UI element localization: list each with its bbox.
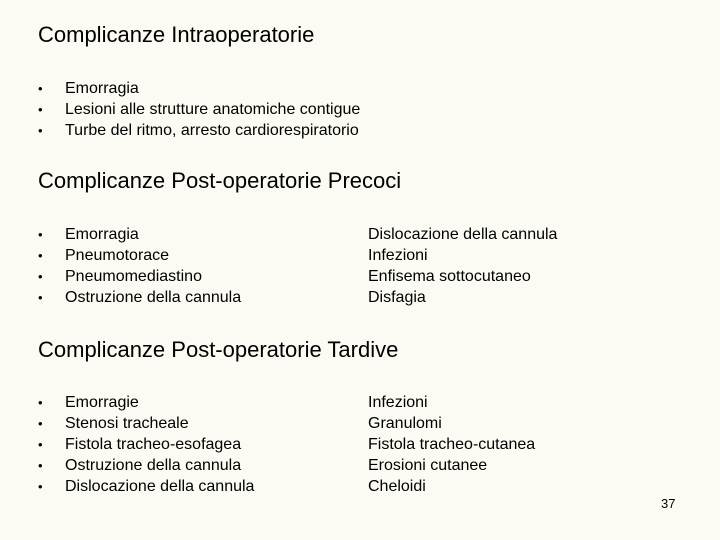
list-tardive-right: [368, 392, 535, 497]
list-item-text: Dislocazione della cannula: [65, 478, 255, 495]
list-item: [368, 434, 535, 455]
list-item: [368, 287, 557, 308]
section-title-post-operatorie-tardive: Complicanze Post-operatorie Tardive: [38, 337, 399, 362]
list-item: [368, 476, 535, 497]
section-title-post-operatorie-precoci: Complicanze Post-operatorie Precoci: [38, 168, 402, 193]
list-item: [38, 266, 241, 287]
section-title-intraoperatorie: Complicanze Intraoperatorie: [38, 22, 315, 47]
bullet-icon: •: [38, 123, 43, 138]
bullet-icon: •: [38, 269, 43, 284]
list-item-text: Erosioni cutanee: [368, 457, 488, 474]
list-precoci-left: [38, 224, 241, 308]
list-item: [38, 392, 254, 413]
page-number: 37: [661, 496, 676, 511]
list-item: [38, 287, 241, 308]
list-item-text: Cheloidi: [368, 478, 426, 495]
list-item: [368, 224, 557, 245]
list-item-text: Turbe del ritmo, arresto cardiorespiratorio: [65, 122, 359, 139]
list-item-text: Ostruzione della cannula: [65, 457, 242, 474]
list-item: [38, 434, 254, 455]
list-item-text: Infezioni: [368, 394, 428, 411]
list-item: [38, 455, 254, 476]
list-item: [38, 476, 254, 497]
list-item-text: Granulomi: [368, 415, 442, 432]
list-item-text: Infezioni: [368, 247, 428, 264]
list-item: [368, 392, 535, 413]
list-item-text: Emorragia: [65, 80, 139, 97]
list-item-text: Fistola tracheo-esofagea: [65, 436, 242, 453]
list-item: [368, 413, 535, 434]
list-item: [38, 120, 360, 141]
list-item-text: Lesioni alle strutture anatomiche contigue: [65, 101, 361, 118]
list-item-text: Ostruzione della cannula: [65, 289, 242, 306]
list-item-text: Fistola tracheo-cutanea: [368, 436, 536, 453]
list-item: [38, 413, 254, 434]
bullet-icon: •: [38, 227, 43, 242]
list-item-text: Emorragia: [65, 226, 139, 243]
bullet-icon: •: [38, 102, 43, 117]
list-item-text: Pneumomediastino: [65, 268, 202, 285]
list-item: [38, 78, 360, 99]
list-item-text: Pneumotorace: [65, 247, 170, 264]
list-item-text: Enfisema sottocutaneo: [368, 268, 531, 285]
list-item-text: Dislocazione della cannula: [368, 226, 558, 243]
list-precoci-right: [368, 224, 557, 308]
bullet-icon: •: [38, 81, 43, 96]
list-item: [368, 266, 557, 287]
list-item: [368, 245, 557, 266]
list-item: [38, 245, 241, 266]
list-item-text: Emorragie: [65, 394, 139, 411]
list-tardive-left: [38, 392, 254, 497]
bullet-icon: •: [38, 479, 43, 494]
bullet-icon: •: [38, 437, 43, 452]
bullet-icon: •: [38, 395, 43, 410]
list-intraoperatorie: [38, 78, 360, 141]
list-item-text: Disfagia: [368, 289, 426, 306]
list-item: [368, 455, 535, 476]
bullet-icon: •: [38, 290, 43, 305]
bullet-icon: •: [38, 458, 43, 473]
list-item-text: Stenosi tracheale: [65, 415, 189, 432]
list-item: [38, 99, 360, 120]
list-item: [38, 224, 241, 245]
bullet-icon: •: [38, 248, 43, 263]
bullet-icon: •: [38, 416, 43, 431]
